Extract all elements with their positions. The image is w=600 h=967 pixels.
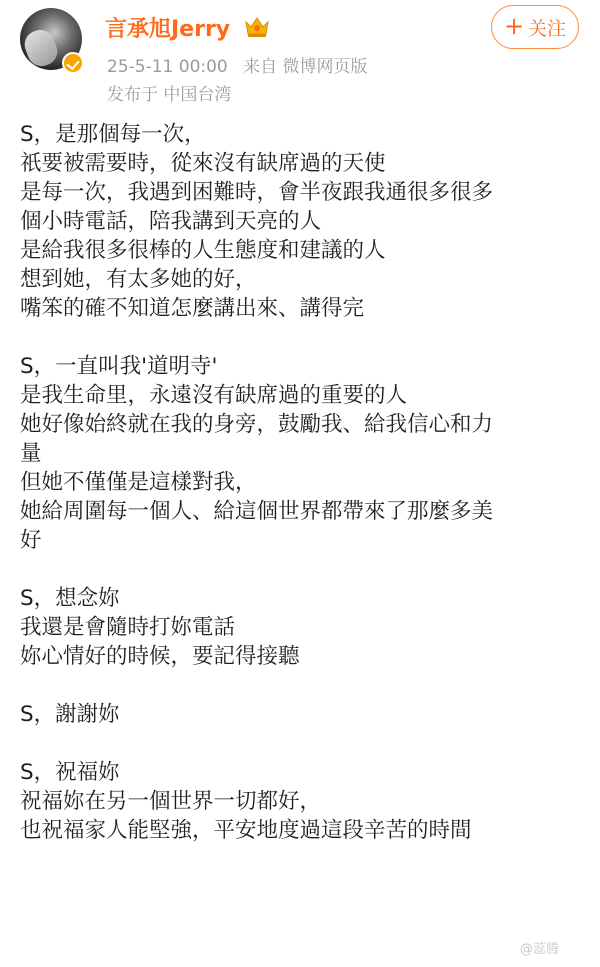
post-line: 嘴笨的確不知道怎麼講出來、講得完 bbox=[20, 296, 365, 321]
post-line: 是每一次，我遇到困難時，會半夜跟我通很多很多 bbox=[20, 180, 494, 205]
post-source: 来自 微博网页版 bbox=[243, 57, 368, 77]
paragraph-gap bbox=[20, 671, 592, 700]
avatar-photo-detail bbox=[21, 26, 62, 70]
post-header bbox=[0, 0, 600, 110]
post-line: 妳心情好的時候，要記得接聽 bbox=[20, 644, 300, 669]
post-line: 量 bbox=[20, 441, 42, 466]
post-line: 我還是會隨時打妳電話 bbox=[20, 615, 236, 640]
post-line: 她給周圍每一個人、給這個世界都帶來了那麼多美 bbox=[20, 499, 494, 524]
plus-icon: + bbox=[503, 12, 525, 40]
post-line: 是給我很多很棒的人生態度和建議的人 bbox=[20, 238, 386, 263]
paragraph-gap bbox=[20, 729, 592, 758]
post-line: 想到她，有太多她的好， bbox=[20, 267, 257, 292]
post-line: 但她不僅僅是這樣對我， bbox=[20, 470, 257, 495]
paragraph-gap bbox=[20, 555, 592, 584]
post-line: S，想念妳 bbox=[20, 586, 120, 611]
post-line: 祇要被需要時，從來沒有缺席過的天使 bbox=[20, 151, 386, 176]
post-line: S，祝福妳 bbox=[20, 760, 120, 785]
post-line: S，是那個每一次， bbox=[20, 122, 206, 147]
post-meta-time-source bbox=[107, 52, 368, 77]
username[interactable]: 言承旭Jerry bbox=[105, 17, 231, 42]
post-timestamp: 25-5-11 00:00 bbox=[107, 57, 228, 77]
post-line: 是我生命里，永遠沒有缺席過的重要的人 bbox=[20, 383, 408, 408]
post-line: 個小時電話，陪我講到天亮的人 bbox=[20, 209, 322, 234]
post-line: S，一直叫我'道明寺' bbox=[20, 354, 218, 379]
crown-icon bbox=[244, 14, 270, 38]
follow-label: 关注 bbox=[528, 17, 567, 40]
post-line: 好 bbox=[20, 528, 42, 553]
post-content bbox=[20, 120, 592, 845]
follow-button[interactable] bbox=[491, 5, 579, 49]
post-line: S，謝謝妳 bbox=[20, 702, 120, 727]
verified-badge-icon bbox=[62, 52, 84, 74]
paragraph-gap bbox=[20, 323, 592, 352]
post-line: 祝福妳在另一個世界一切都好， bbox=[20, 789, 322, 814]
watermark: @蕊腾 bbox=[520, 942, 560, 957]
post-line: 她好像始終就在我的身旁，鼓勵我、給我信心和力 bbox=[20, 412, 494, 437]
post-location: 发布于 中国台湾 bbox=[107, 85, 232, 105]
post-line: 也祝福家人能堅強，平安地度過這段辛苦的時間 bbox=[20, 818, 472, 843]
